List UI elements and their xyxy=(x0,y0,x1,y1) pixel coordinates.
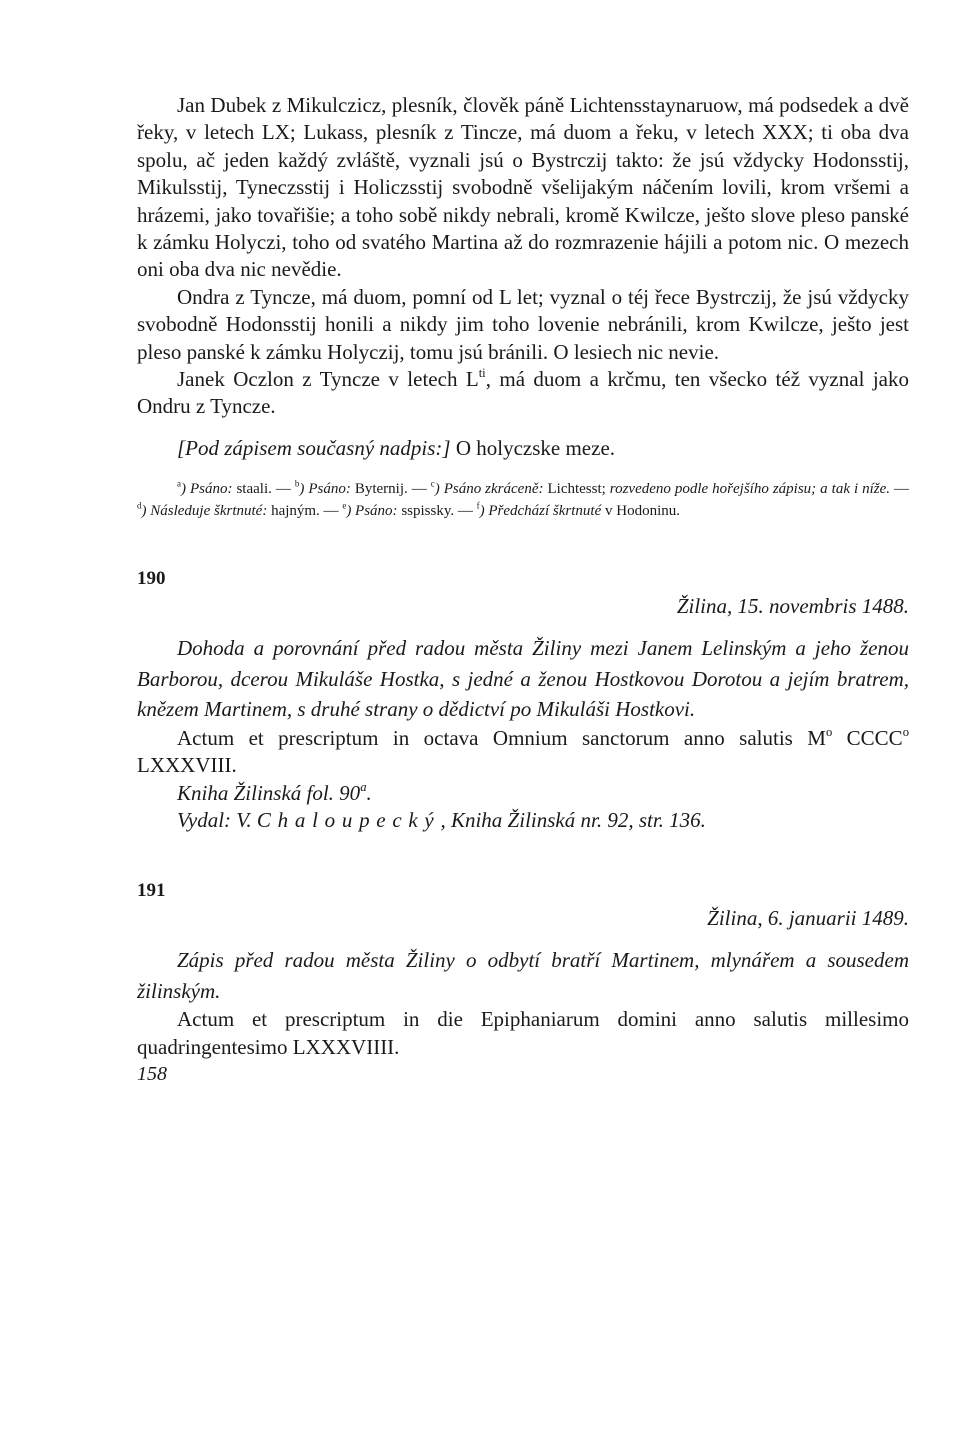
paragraph-2: Ondra z Tyncze, má duom, pomní od L let; vyznal o téj řece Bystrczij, že jsú vždycky svobodně Hodonsstij honili a nikdy jim toho lovenie nebránili, krom Kwilcze, ješto jest pleso panské k zámku Holyczij, tomu jsú bránili. O lesiech nic nevie. xyxy=(137,284,909,364)
entry-summary-190: Dohoda a porovnání před radou města Žiliny mezi Janem Lelinským a jeho ženou Barborou, dcerou Mikuláše Hostka, s jedné a ženou Hostkovou Dorotou a jejím bratrem, knězem Martinem, s druhé strany o dědictví po Mikuláši Hostkovi. xyxy=(137,636,909,722)
editorial-note: [Pod zápisem současný nadpis:] O holyczske meze. xyxy=(177,435,616,460)
entry-date-191: Žilina, 6. januarii 1489. xyxy=(707,906,909,931)
page xyxy=(137,92,909,1086)
entry-number-190: 190 xyxy=(137,568,166,590)
entry-source-190: Kniha Žilinská fol. 90$^a$. xyxy=(177,779,372,805)
entry-edition-190: Vydal: V. Chaloupecký, Kniha Žilinská nr. 92, str. 136. xyxy=(177,808,706,832)
entry-actum-190: Actum et prescriptum in octava Omnium sanctorum anno salutis $M^o$ CCCC$^o$ LXXXVIII. xyxy=(137,724,909,778)
entry-number-191: 191 xyxy=(137,880,166,902)
paragraph-1: Jan Dubek z Mikulczicz, plesník, člověk páně Lichtensstaynaruow, má podsedek a dvě řeky, v letech LX; Lukass, plesník z Tincze, má duom a řeku, v letech XXX; ti oba dva spolu, ač jeden každý zvláště, vyznali jsú o Bystrczij takto: že jsú vždycky Hodonsstij, Mikulsstij, Tyneczsstij i Holiczsstij svobodně všelijakým náčením lovili, krom vršemi a hrázemi, jako tovařišie; a toho sobě nikdy nebrali, kromě Kwilcze, ješto slove pleso panské k zámku Holyczi, toho od svatého Martina až do rozmrazenie hájili a potom nic. O mezech oni oba dva nic nevědie. xyxy=(137,93,909,282)
page-number: 158 xyxy=(137,1063,167,1086)
entry-summary-191: Zápis před radou města Žiliny o odbytí bratří Martinem, mlynářem a sousedem žilinským. xyxy=(137,948,909,1003)
entry-actum-191: Actum et prescriptum in die Epiphaniarum domini anno salutis millesimo quadringentesimo LXXXVIIII. xyxy=(137,1007,909,1059)
superscript: ti xyxy=(478,366,486,381)
entry-date-190: Žilina, 15. novembris 1488. xyxy=(676,594,909,619)
paragraph-3: Janek Oczlon z Tyncze v letech $L^{ti}$, má duom a krčmu, ten všecko též vyznal jako Ondru z Tyncze. xyxy=(137,366,909,419)
footnotes: $^a$) Psáno: staali. — $^b$) Psáno: Byternij. — $^c$) Psáno zkráceně: Lichtesst; rozvedeno podle hořejšího zápisu; a tak i níže. — $^d$) Následuje škrtnuté: hajným. — $^e$) Psáno: sspissky. — $^f$) Předchází škrtnuté v Hodoninu. xyxy=(137,478,910,520)
